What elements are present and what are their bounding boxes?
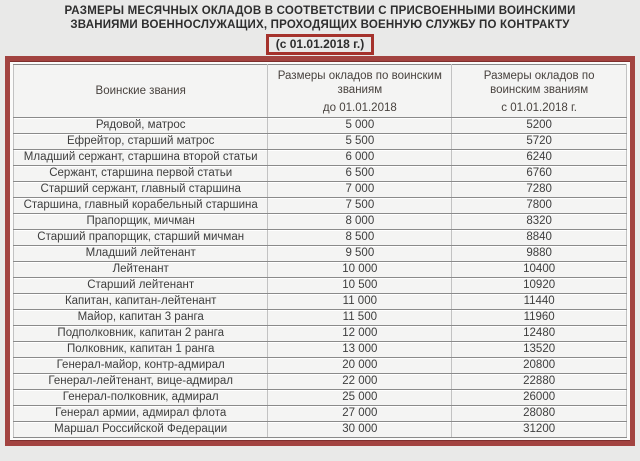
salary-after-cell: 26000 (452, 390, 627, 406)
table-row (14, 118, 627, 134)
table-row (14, 262, 627, 278)
page-title-line-2: ЗВАНИЯМИ ВОЕННОСЛУЖАЩИХ, ПРОХОДЯЩИХ ВОЕННУЮ СЛУЖБУ ПО КОНТРАКТУ (70, 19, 570, 31)
salary-before-cell: 20 000 (268, 358, 452, 374)
table-row (14, 246, 627, 262)
salary-before-cell: 12 000 (268, 326, 452, 342)
date-badge: (с 01.01.2018 г.) (266, 34, 375, 55)
salary-before-cell: 11 000 (268, 294, 452, 310)
salary-before-cell: 9 500 (268, 246, 452, 262)
rank-cell: Старшина, главный корабельный старшина (14, 198, 268, 214)
salary-before-cell: 8 000 (268, 214, 452, 230)
rank-cell: Подполковник, капитан 2 ранга (14, 326, 268, 342)
table-row (14, 230, 627, 246)
rank-cell: Маршал Российской Федерации (14, 422, 268, 438)
table-row (14, 278, 627, 294)
rank-cell: Полковник, капитан 1 ранга (14, 342, 268, 358)
rank-cell: Капитан, капитан-лейтенант (14, 294, 268, 310)
salary-after-cell: 12480 (452, 326, 627, 342)
salary-table (13, 64, 627, 438)
salary-after-cell: 7800 (452, 198, 627, 214)
table-row (14, 294, 627, 310)
header-col-before-date: до 01.01.2018 (322, 102, 397, 114)
salary-after-cell: 13520 (452, 342, 627, 358)
salary-before-cell: 11 500 (268, 310, 452, 326)
salary-before-cell: 7 500 (268, 198, 452, 214)
rank-cell: Генерал армии, адмирал флота (14, 406, 268, 422)
table-row (14, 134, 627, 150)
table-row (14, 374, 627, 390)
table-row (14, 150, 627, 166)
page-title-line-1: РАЗМЕРЫ МЕСЯЧНЫХ ОКЛАДОВ В СООТВЕТСТВИИ С ПРИСВОЕННЫМИ ВОИНСКИМИ (64, 5, 576, 17)
table-row (14, 326, 627, 342)
salary-after-cell: 11440 (452, 294, 627, 310)
header-col-before (268, 65, 452, 118)
rank-cell: Генерал-майор, контр-адмирал (14, 358, 268, 374)
salary-after-cell: 20800 (452, 358, 627, 374)
table-row (14, 198, 627, 214)
salary-after-cell: 11960 (452, 310, 627, 326)
salary-table-frame (5, 56, 635, 446)
rank-cell: Ефрейтор, старший матрос (14, 134, 268, 150)
page-title (0, 0, 640, 32)
rank-cell: Лейтенант (14, 262, 268, 278)
salary-before-cell: 10 500 (268, 278, 452, 294)
salary-after-cell: 31200 (452, 422, 627, 438)
salary-after-cell: 6240 (452, 150, 627, 166)
salary-after-cell: 10400 (452, 262, 627, 278)
rank-cell: Генерал-полковник, адмирал (14, 390, 268, 406)
salary-before-cell: 7 000 (268, 182, 452, 198)
header-col-rank: Воинские звания (14, 65, 268, 118)
rank-cell: Рядовой, матрос (14, 118, 268, 134)
header-col-after-title: Размеры окладов по воинским званиям (483, 70, 595, 96)
salary-before-cell: 22 000 (268, 374, 452, 390)
rank-cell: Майор, капитан 3 ранга (14, 310, 268, 326)
salary-after-cell: 5200 (452, 118, 627, 134)
salary-after-cell: 6760 (452, 166, 627, 182)
salary-after-cell: 10920 (452, 278, 627, 294)
rank-cell: Старший сержант, главный старшина (14, 182, 268, 198)
table-row (14, 342, 627, 358)
header-col-before-title: Размеры окладов по воинским званиям (277, 70, 442, 96)
table-header-row (14, 65, 627, 118)
salary-before-cell: 8 500 (268, 230, 452, 246)
rank-cell: Старший прапорщик, старший мичман (14, 230, 268, 246)
rank-cell: Старший лейтенант (14, 278, 268, 294)
table-body (14, 118, 627, 438)
salary-after-cell: 8840 (452, 230, 627, 246)
salary-before-cell: 27 000 (268, 406, 452, 422)
salary-before-cell: 25 000 (268, 390, 452, 406)
salary-after-cell: 28080 (452, 406, 627, 422)
salary-before-cell: 6 500 (268, 166, 452, 182)
salary-after-cell: 8320 (452, 214, 627, 230)
salary-before-cell: 30 000 (268, 422, 452, 438)
salary-after-cell: 5720 (452, 134, 627, 150)
date-badge-row (0, 34, 640, 55)
salary-before-cell: 13 000 (268, 342, 452, 358)
rank-cell: Сержант, старшина первой статьи (14, 166, 268, 182)
salary-after-cell: 22880 (452, 374, 627, 390)
table-row (14, 390, 627, 406)
rank-cell: Младший лейтенант (14, 246, 268, 262)
table-row (14, 406, 627, 422)
rank-cell: Прапорщик, мичман (14, 214, 268, 230)
header-col-after-date: с 01.01.2018 г. (501, 102, 577, 114)
salary-after-cell: 9880 (452, 246, 627, 262)
salary-before-cell: 5 500 (268, 134, 452, 150)
table-row (14, 422, 627, 438)
table-row (14, 358, 627, 374)
table-row (14, 182, 627, 198)
salary-before-cell: 10 000 (268, 262, 452, 278)
rank-cell: Генерал-лейтенант, вице-адмирал (14, 374, 268, 390)
header-col-after (452, 65, 627, 118)
rank-cell: Младший сержант, старшина второй статьи (14, 150, 268, 166)
table-row (14, 214, 627, 230)
salary-before-cell: 6 000 (268, 150, 452, 166)
salary-before-cell: 5 000 (268, 118, 452, 134)
table-row (14, 166, 627, 182)
table-row (14, 310, 627, 326)
salary-after-cell: 7280 (452, 182, 627, 198)
